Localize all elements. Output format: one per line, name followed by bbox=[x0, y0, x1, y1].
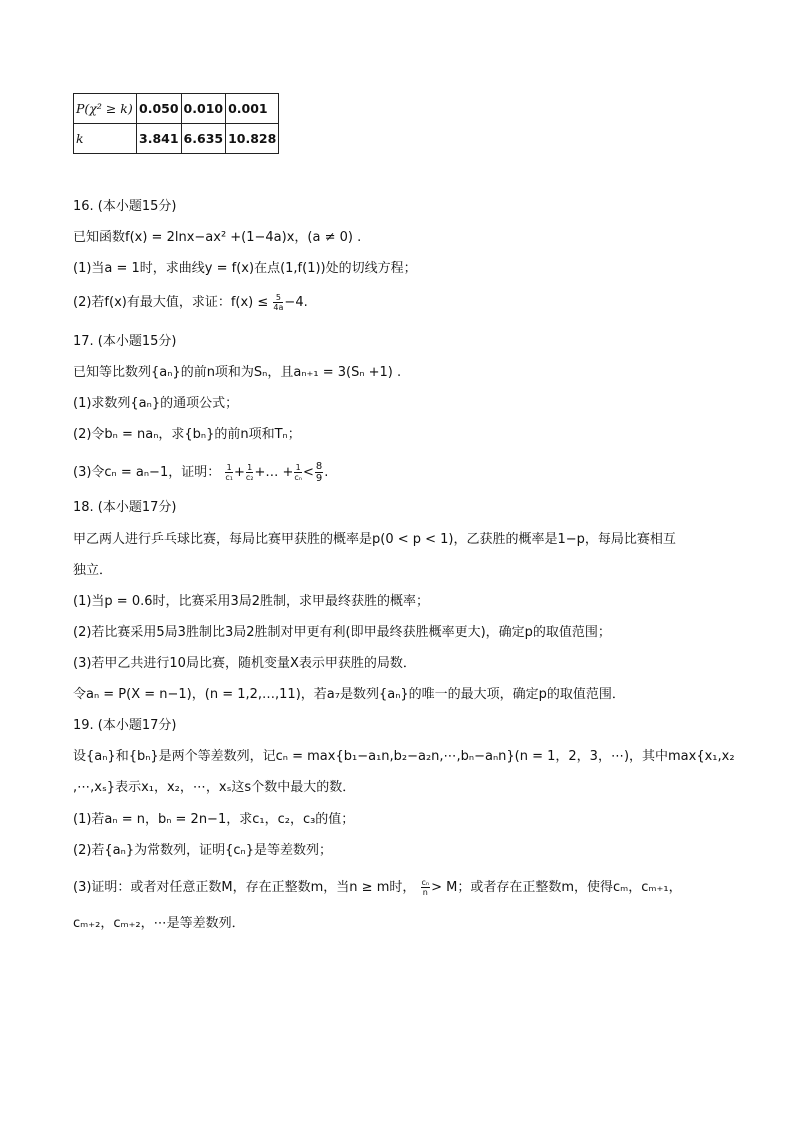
q2-tail: −4. bbox=[284, 295, 308, 310]
problem-18-stem-line1: 甲乙两人进行乒乓球比赛，每局比赛甲获胜的概率是p(0 < p < 1)，乙获胜的概率是1−p，每局比赛相互 bbox=[73, 532, 676, 547]
fraction-numerator: 8 bbox=[315, 461, 323, 472]
problem-17-heading: 17. (本小题15分) bbox=[73, 334, 177, 349]
table-cell: 0.010 bbox=[181, 94, 226, 124]
fraction bbox=[225, 463, 233, 482]
problem-17-q1: (1)求数列{aₙ}的通项公式； bbox=[73, 396, 239, 411]
problem-18-stem-line2: 独立． bbox=[73, 563, 113, 578]
problem-16-stem: 已知函数f(x) = 2lnx−ax² +(1−4a)x，(a ≠ 0) . bbox=[73, 230, 362, 245]
problem-18-q1: (1)当p = 0.6时，比赛采用3局2胜制，求甲最终获胜的概率； bbox=[73, 594, 430, 609]
problem-19-q2: (2)若{aₙ}为常数列，证明{cₙ}是等差数列； bbox=[73, 843, 332, 858]
table-cell: P(χ² ≥ k) bbox=[74, 94, 137, 124]
fraction-denominator: c₂ bbox=[245, 473, 254, 482]
fraction-numerator: cₙ bbox=[421, 878, 430, 887]
fraction bbox=[246, 463, 254, 482]
problem-19-q1: (1)若aₙ = n，bₙ = 2n−1，求c₁，c₂，c₃的值； bbox=[73, 812, 355, 827]
q3-text: (3)证明：或者对任意正数M，存在正整数m，当n ≥ m时， bbox=[73, 880, 416, 895]
problem-19-heading: 19. (本小题17分) bbox=[73, 718, 177, 733]
table-cell: 0.001 bbox=[226, 94, 279, 124]
problem-17-q2: (2)令bₙ = naₙ，求{bₙ}的前n项和Tₙ； bbox=[73, 427, 301, 442]
fraction-denominator: 9 bbox=[315, 473, 323, 484]
problem-18-heading: 18. (本小题17分) bbox=[73, 500, 177, 515]
fraction-numerator: 1 bbox=[226, 463, 232, 472]
table-cell: 10.828 bbox=[226, 124, 279, 154]
fraction-denominator: c₁ bbox=[225, 473, 233, 482]
problem-19-stem-line2: ,⋯,xₛ}表示x₁，x₂，⋯，xₛ这s个数中最大的数． bbox=[73, 780, 356, 795]
table-cell: k bbox=[74, 124, 137, 154]
problem-19-q3-line1 bbox=[73, 878, 682, 897]
q3-end: . bbox=[324, 465, 329, 480]
problem-19-stem-line1: 设{aₙ}和{bₙ}是两个等差数列，记cₙ = max{b₁−a₁n,b₂−a₂n,⋯,bₙ−aₙn}(n = 1，2，3，⋯)，其中max{x₁,x₂ bbox=[73, 749, 735, 764]
table-cell: 6.635 bbox=[181, 124, 226, 154]
q2-text: (2)若f(x)有最大值，求证：f(x) ≤ bbox=[73, 295, 269, 310]
fraction bbox=[315, 461, 323, 484]
fraction-denominator: cₙ bbox=[294, 473, 302, 482]
fraction-denominator: 4a bbox=[273, 303, 284, 312]
problem-18-q3-line1: (3)若甲乙共进行10局比赛，随机变量X表示甲获胜的局数． bbox=[73, 656, 416, 671]
problem-16-q2 bbox=[73, 293, 308, 312]
problem-18-q3-line2: 令aₙ = P(X = n−1)，(n = 1,2,…,11)，若a₇是数列{aₙ}的唯一的最大项，确定p的取值范围． bbox=[73, 687, 625, 702]
table-cell: 3.841 bbox=[137, 124, 182, 154]
critical-value-table bbox=[73, 93, 279, 154]
fraction bbox=[294, 463, 302, 482]
fraction bbox=[421, 878, 431, 897]
problem-16-q1: (1)当a = 1时，求曲线y = f(x)在点(1,f(1))处的切线方程； bbox=[73, 261, 417, 276]
q3-ellipsis: +… + bbox=[254, 465, 294, 480]
problem-19-q3-line2: cₘ₊₂，cₘ₊₂，⋯是等差数列． bbox=[73, 916, 245, 931]
fraction-denominator: n bbox=[422, 888, 428, 897]
table-row bbox=[74, 124, 279, 154]
fraction-numerator: 1 bbox=[295, 463, 301, 472]
problem-17-q3: (3)令cₙ = aₙ−1，证明： $\frac{1}{\text{c₁}}$ + $\frac{1}{\text{c₂}}$ +… + $\frac{1}{\text{cₙ}}$ < $\frac{8}{9}$ . bbox=[73, 461, 329, 484]
fraction-numerator: 1 bbox=[247, 463, 253, 472]
problem-16-heading: 16. (本小题15分) bbox=[73, 199, 177, 214]
problem-17-stem: 已知等比数列{aₙ}的前n项和为Sₙ，且aₙ₊₁ = 3(Sₙ +1) . bbox=[73, 365, 402, 380]
fraction-numerator: 5 bbox=[273, 293, 283, 303]
q3-text: (3)令cₙ = aₙ−1，证明： bbox=[73, 465, 221, 480]
table-cell: 0.050 bbox=[137, 94, 182, 124]
fraction bbox=[273, 293, 283, 312]
table-row bbox=[74, 94, 279, 124]
problem-18-q2: (2)若比赛采用5局3胜制比3局2胜制对甲更有利(即甲最终获胜概率更大)，确定p的取值范围； bbox=[73, 625, 611, 640]
q3-tail: > M；或者存在正整数m，使得cₘ，cₘ₊₁， bbox=[431, 880, 682, 895]
